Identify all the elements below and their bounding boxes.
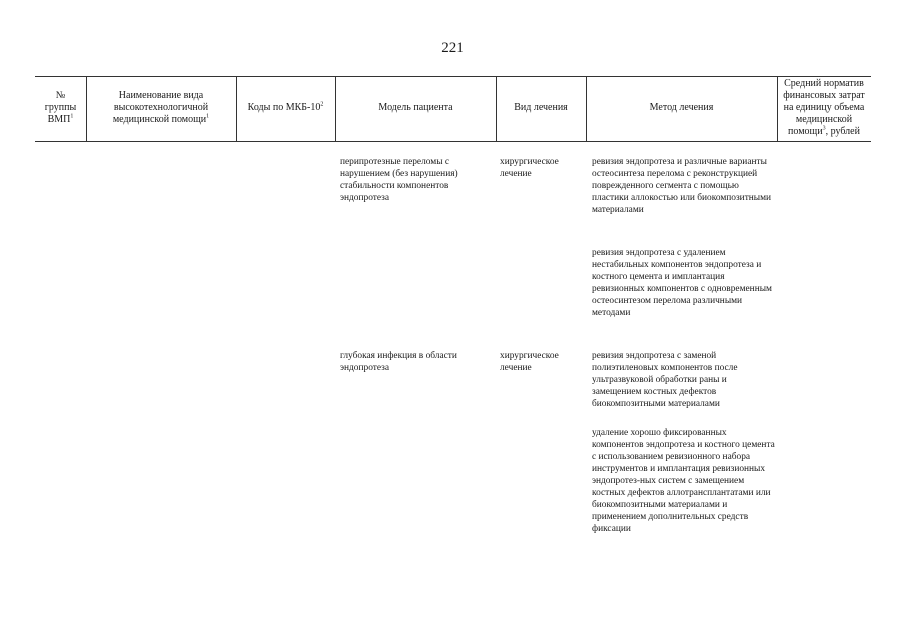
footnote-mark: 1 <box>70 113 74 120</box>
footnote-mark: 1 <box>206 113 210 120</box>
header-text: медицинской помощи <box>112 114 207 125</box>
header-group-number <box>35 76 86 140</box>
treatment-type-cell: хирургическое лечение <box>500 351 559 373</box>
header-care-type <box>86 76 236 140</box>
treatment-method-cell: удаление хорошо фиксированных компонентов эндопротеза и костного цемента с использованием ревизионного набора инструментов и имплантация ревизионных эндопротез-ных систем с замещением костных дефектов аллотрансплантатами или биокомпозитными материалами и применением дополнительных средств фиксации <box>592 428 775 534</box>
header-text: , рублей <box>825 126 860 137</box>
header-text: ВМП <box>47 114 71 125</box>
treatment-method-cell: ревизия эндопротеза и различные варианты остеосинтеза перелома с реконструкцией поврежденного сегмента с помощью пластики аллокостью или биокомпозитными материалами <box>592 157 772 215</box>
page-number: 221 <box>441 40 464 56</box>
header-text: Средний норматив <box>784 78 864 89</box>
header-text: Метод лечения <box>649 102 714 113</box>
header-text: помощи <box>788 126 823 137</box>
patient-model-cell: глубокая инфекция в области эндопротеза <box>340 351 457 373</box>
treatment-method-cell: ревизия эндопротеза с удалением нестабильных компонентов эндопротеза и костного цемента и имплантация ревизионных компонентов с одновременным остеосинтезом перелома различными методами <box>592 248 772 318</box>
header-cost-standard <box>777 76 871 140</box>
header-text: Наименование вида <box>118 90 204 101</box>
header-treatment-method <box>586 76 777 140</box>
header-text: группы <box>44 102 77 113</box>
header-text: Вид лечения <box>514 102 568 113</box>
treatment-type-cell: хирургическое лечение <box>500 157 559 179</box>
header-text: Модель пациента <box>378 102 453 113</box>
patient-model-cell: перипротезные переломы с нарушением (без нарушения) стабильности компонентов эндопротеза <box>340 157 458 203</box>
header-icd-codes <box>236 76 335 140</box>
header-text: № <box>55 90 66 101</box>
header-text: Коды по МКБ-10 <box>247 102 321 113</box>
treatment-method-cell: ревизия эндопротеза с заменой полиэтиленовых компонентов после ультразвуковой обработки раны и замещением костных дефектов биокомпозитными материалами <box>592 351 738 409</box>
header-patient-model <box>335 76 496 140</box>
header-text: на единицу объема <box>783 102 865 113</box>
footnote-mark: 2 <box>320 101 324 108</box>
header-treatment-type <box>496 76 586 140</box>
header-text: высокотехнологичной <box>113 102 209 113</box>
footnote-mark: 3 <box>822 125 826 132</box>
header-text: медицинской <box>795 114 853 125</box>
header-text: финансовых затрат <box>783 90 865 101</box>
